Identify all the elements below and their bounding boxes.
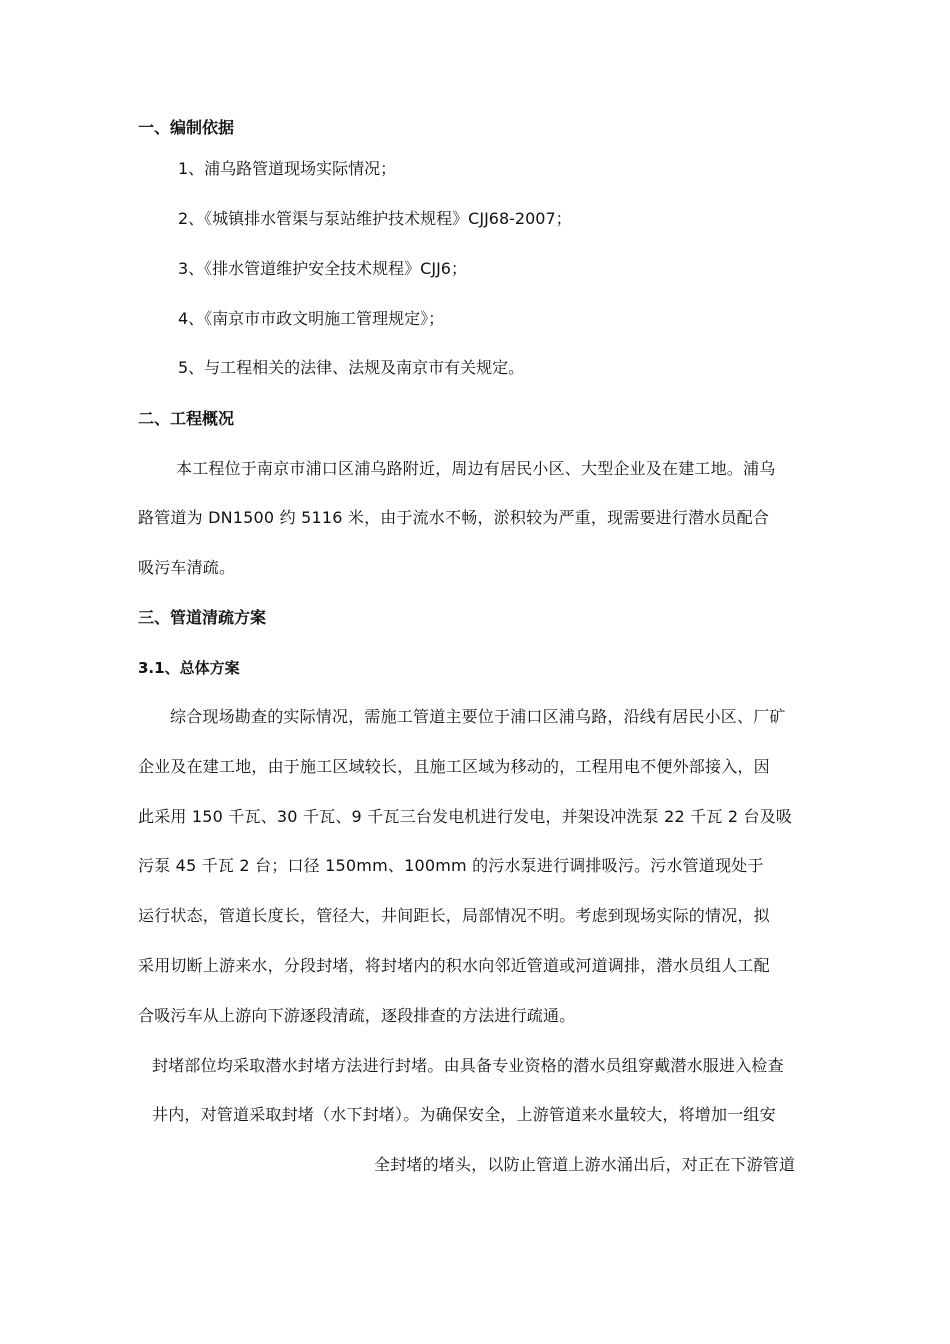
overview-line-1: 本工程位于南京市浦口区浦乌路附近，周边有居民小区、大型企业及在建工地。浦乌 — [176, 459, 776, 478]
overall-line-7: 合吸污车从上游向下游逐段清疏，逐段排查的方法进行疏通。 — [138, 1006, 576, 1025]
basis-item-5: 5、与工程相关的法律、法规及南京市有关规定。 — [178, 358, 525, 377]
basis-item-3: 3、《排水管道维护安全技术规程》CJJ6； — [178, 259, 467, 278]
overall-line-5: 运行状态，管道长度长，管径大，井间距长，局部情况不明。考虑到现场实际的情况，拟 — [138, 906, 770, 925]
overall-line-2: 企业及在建工地，由于施工区域较长，且施工区域为移动的，工程用电不便外部接入，因 — [138, 757, 770, 776]
subsection-heading-overall: 3.1、总体方案 — [138, 659, 240, 677]
overall-line-3: 此采用 150 千瓦、30 千瓦、9 千瓦三台发电机进行发电，并架设冲洗泵 22 千瓦 2 台及吸 — [138, 807, 793, 826]
sealing-line-1: 封堵部位均采取潜水封堵方法进行封堵。由具备专业资格的潜水员组穿戴潜水服进入检查 — [152, 1056, 784, 1075]
overall-line-4: 污泵 45 千瓦 2 台；口径 150mm、100mm 的污水泵进行调排吸污。污水管道现处于 — [138, 856, 764, 875]
section-heading-overview: 二、工程概况 — [138, 409, 235, 428]
sealing-line-3: 全封堵的堵头，以防止管道上游水涌出后，对正在下游管道 — [374, 1155, 796, 1174]
basis-item-4: 4、《南京市市政文明施工管理规定》； — [178, 309, 445, 328]
basis-item-2: 2、《城镇排水管渠与泵站维护技术规程》CJJ68-2007； — [178, 209, 572, 228]
overall-line-1: 综合现场勘查的实际情况，需施工管道主要位于浦口区浦乌路，沿线有居民小区、厂矿 — [170, 707, 786, 726]
basis-item-1: 1、浦乌路管道现场实际情况； — [178, 159, 397, 178]
sealing-line-2: 井内，对管道采取封堵（水下封堵）。为确保安全，上游管道来水量较大，将增加一组安 — [152, 1105, 776, 1124]
section-heading-basis: 一、编制依据 — [138, 118, 235, 137]
overview-line-3: 吸污车清疏。 — [138, 558, 236, 577]
overall-line-6: 采用切断上游来水，分段封堵，将封堵内的积水向邻近管道或河道调排，潜水员组人工配 — [138, 956, 770, 975]
overview-line-2: 路管道为 DN1500 约 5116 米，由于流水不畅，淤积较为严重，现需要进行潜水员配合 — [138, 508, 770, 527]
section-heading-plan: 三、管道清疏方案 — [138, 608, 267, 627]
